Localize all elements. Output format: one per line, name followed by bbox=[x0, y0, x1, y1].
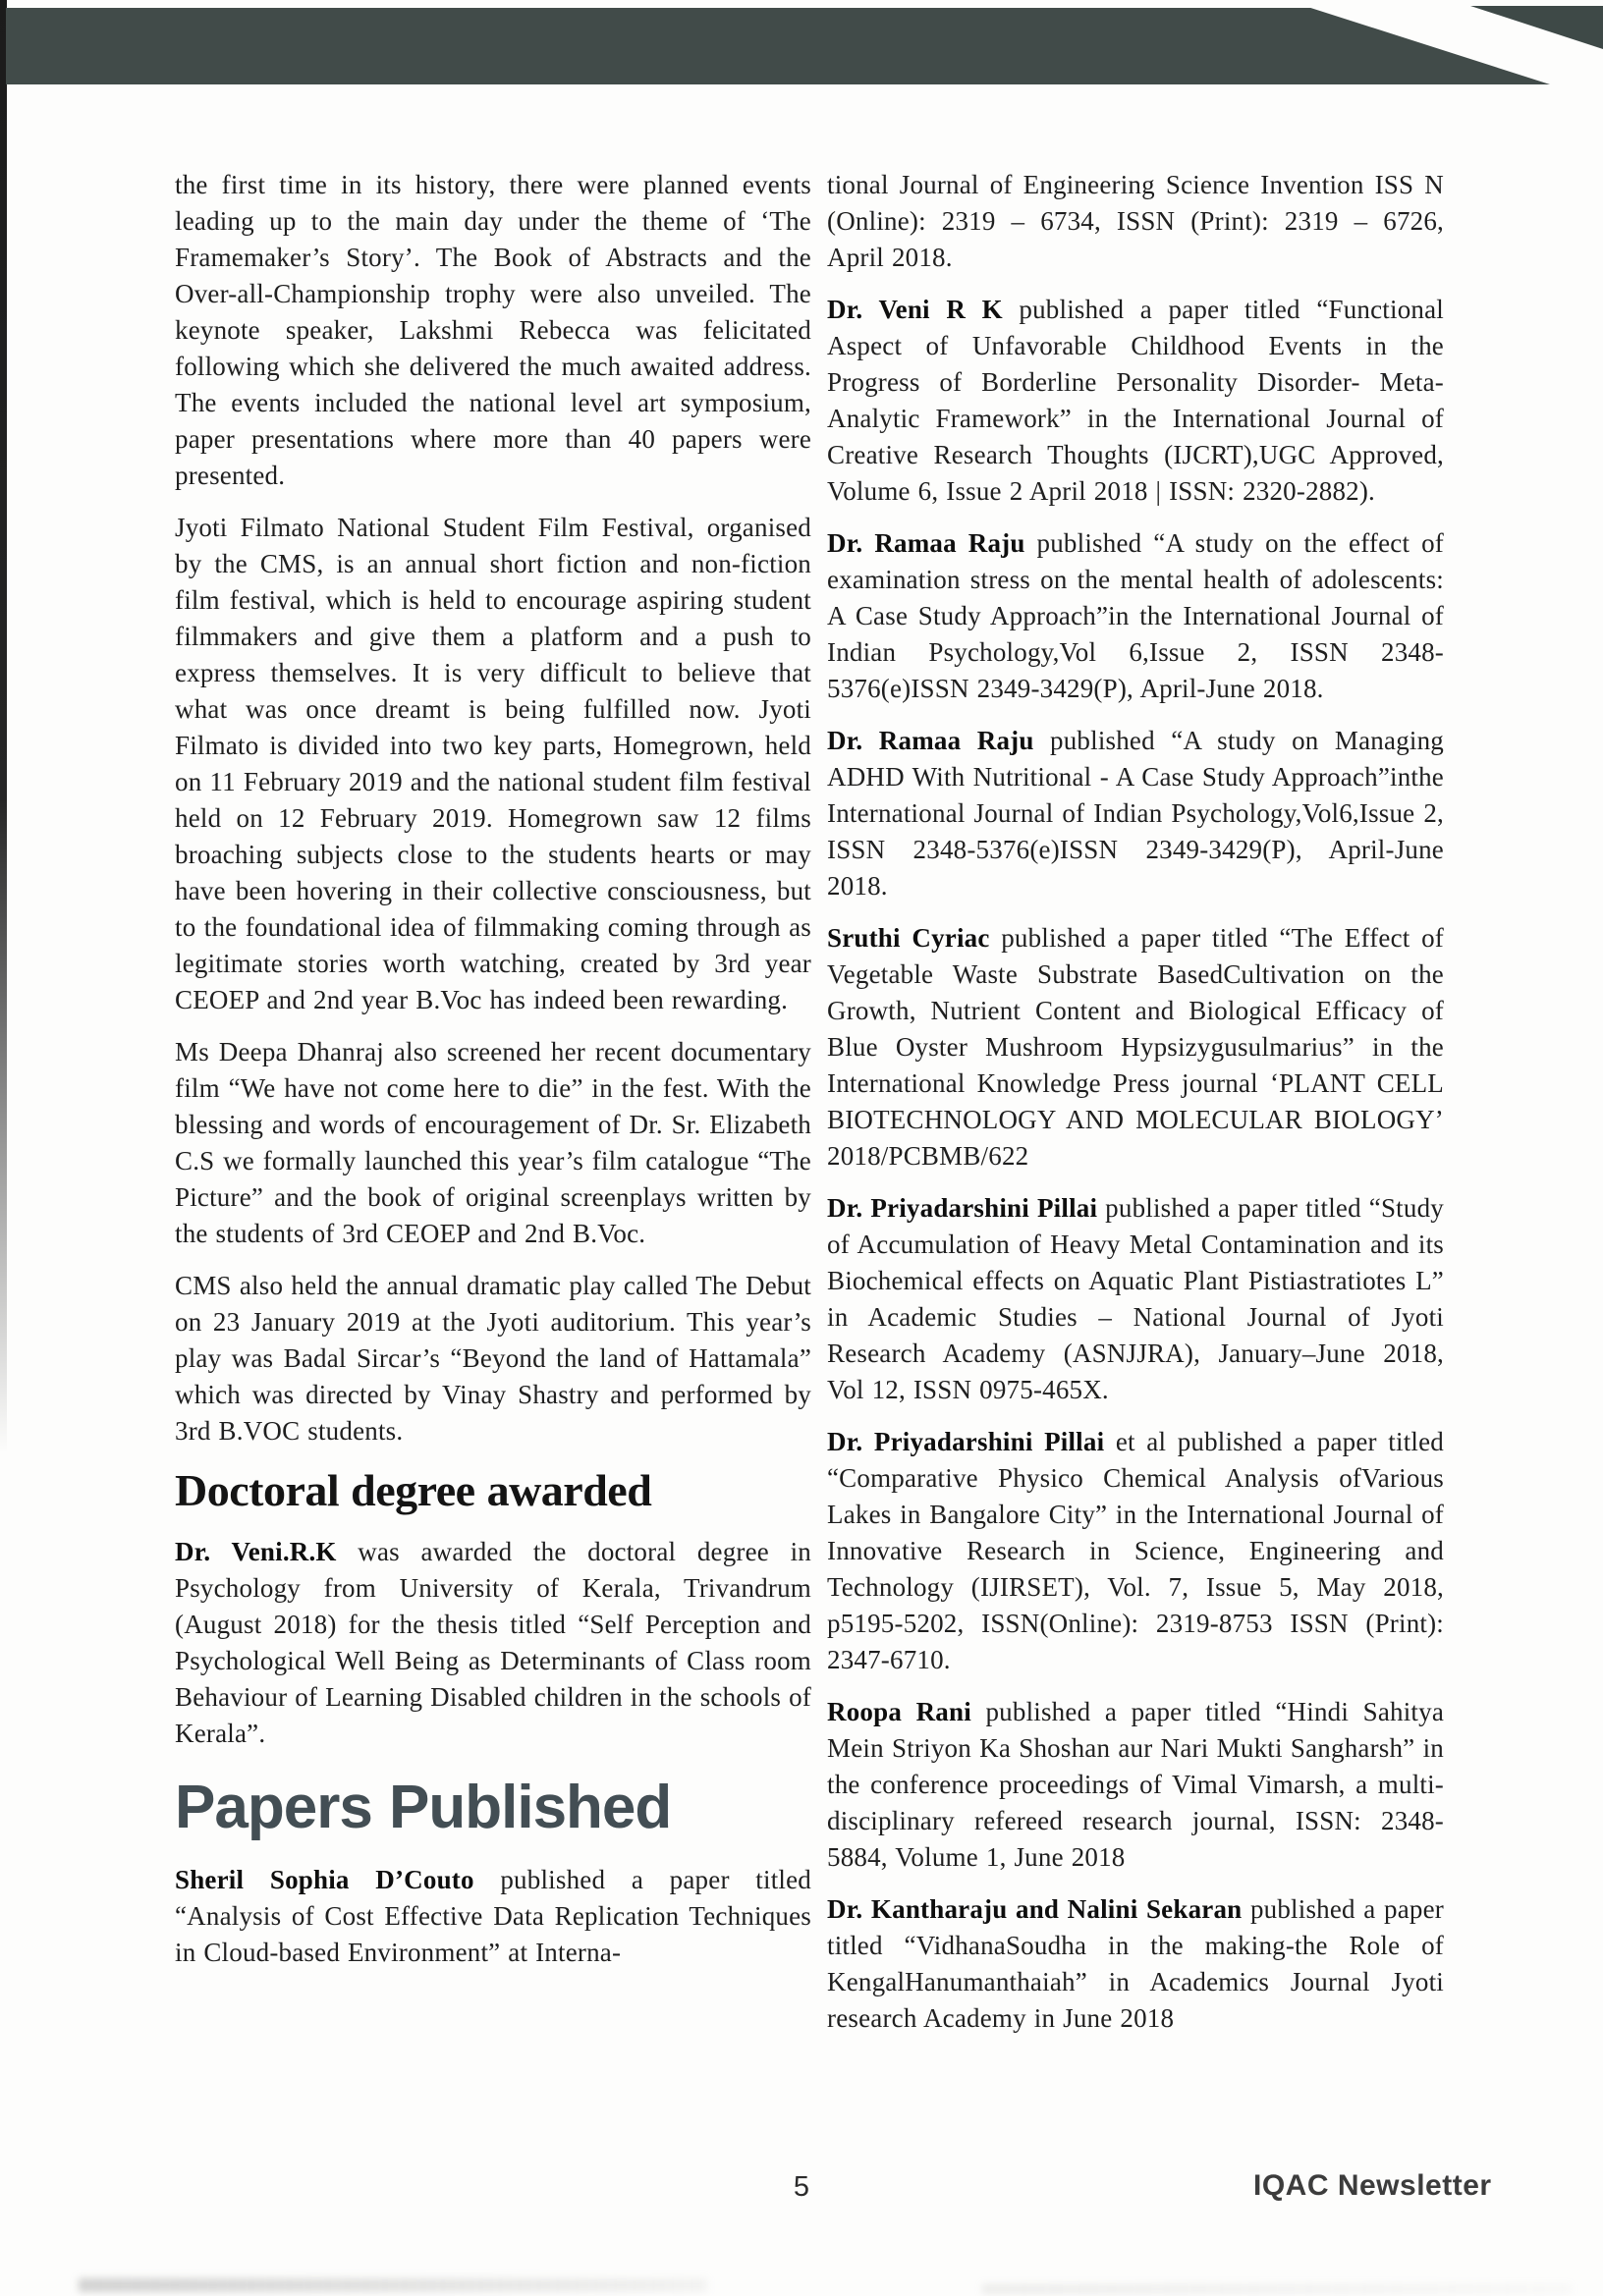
paragraph bbox=[827, 525, 1444, 707]
author-lead: Sruthi Cyriac bbox=[827, 923, 1002, 953]
paragraph-text: Ms Deepa Dhanraj also screened her recent documentary film “We have not come here to die” in the fest. With the blessing and words of encouragement of Dr. Sr. Elizabeth C.S we formally launched this year’s film catalogue “The Picture” and the book of original screenplays written by the students of 3rd CEOEP and 2nd B.Voc. bbox=[175, 1037, 811, 1248]
paragraph-text: published a paper titled “VidhanaSoudha in the making-the Role of KengalHanumanthaiah” in Academics Journal Jyoti research Academy in June 2018 bbox=[827, 1894, 1444, 2033]
paragraph-text: CMS also held the annual dramatic play called The Debut on 23 January 2019 at the Jyoti auditorium. This year’s play was Badal Sircar’s “Beyond the land of Hattamala” which was directed by Vinay Shastry and performed by 3rd B.VOC students. bbox=[175, 1271, 811, 1446]
author-lead: Dr. Ramaa Raju bbox=[827, 726, 1051, 755]
author-lead: Roopa Rani bbox=[827, 1697, 986, 1726]
paragraph bbox=[175, 510, 811, 1018]
paragraph-text: published a paper titled “Study of Accumulation of Heavy Metal Contamination and its Biochemical effects on Aquatic Plant Pistiastratiotes L” in Academic Studies – National Journal of Jyoti Research Academy (ASNJJRA), January–June 2018, Vol 12, ISSN 0975-465X. bbox=[827, 1193, 1444, 1404]
paragraph bbox=[175, 1268, 811, 1449]
paragraph bbox=[175, 167, 811, 494]
paragraph bbox=[827, 1694, 1444, 1876]
author-lead: Dr. Priyadarshini Pillai bbox=[827, 1193, 1106, 1223]
paragraph-text: the first time in its history, there were planned events leading up to the main day under the theme of ‘The Framemaker’s Story’. The Book of Abstracts and the Over-all-Championship trophy were also unveiled. The keynote speaker, Lakshmi Rebecca was felicitated following which she delivered the much awaited address. The events included the national level art symposium, paper presentations where more than 40 papers were presented. bbox=[175, 170, 811, 490]
author-lead: Dr. Veni.R.K bbox=[175, 1537, 359, 1566]
paragraph-text: published a paper titled “Hindi Sahitya Mein Striyon Ka Shoshan aur Nari Mukti Sangharsh” in the conference proceedings of Vimal Vimarsh, a multi-disciplinary refereed research journal, ISSN: 2348-5884, Volume 1, June 2018 bbox=[827, 1697, 1444, 1872]
paragraph bbox=[175, 1534, 811, 1752]
author-lead: Dr. Veni R K bbox=[827, 295, 1020, 324]
header-bar bbox=[6, 8, 1550, 84]
paragraph-text: Jyoti Filmato National Student Film Festival, organised by the CMS, is an annual short fiction and non-fiction film festival, which is held to encourage aspiring student filmmakers and give them a platform and a push to express themselves. It is very difficult to believe that what was once dreamt is being fulfilled now. Jyoti Filmato is divided into two key parts, Homegrown, held on 11 February 2019 and the national student film festival held on 12 February 2019. Homegrown saw 12 films broaching subjects close to the students hearts or may have been hovering in their collective consciousness, but to the foundational idea of filmmaking coming through as legitimate stories worth watching, created by 3rd year CEOEP and 2nd year B.Voc has indeed been rewarding. bbox=[175, 513, 811, 1014]
doctoral-degree-heading: Doctoral degree awarded bbox=[175, 1465, 652, 1515]
paragraph-text: was awarded the doctoral degree in Psychology from University of Kerala, Trivandrum (August 2018) for the thesis titled “Self Perception and Psychological Well Being as Determinants of Class room Behaviour of Learning Disabled children in the schools of Kerala”. bbox=[175, 1537, 812, 1748]
paragraph bbox=[827, 167, 1444, 276]
right-column bbox=[827, 167, 1444, 2052]
author-lead: Dr. Ramaa Raju bbox=[827, 528, 1037, 558]
paragraph-text: et al published a paper titled “Comparative Physico Chemical Analysis ofVarious Lakes in Bangalore City” in the International Journal of Innovative Research in Science, Engineering and Technology (IJIRSET), Vol. 7, Issue 5, May 2018, p5195-5202, ISSN(Online): 2319-8753 ISSN (Print): 2347-6710. bbox=[827, 1427, 1444, 1674]
paragraph bbox=[827, 920, 1444, 1175]
paragraph bbox=[827, 1891, 1444, 2037]
scan-edge-line bbox=[0, 0, 7, 1453]
left-column bbox=[175, 167, 811, 1987]
paragraph-text: published “A study on Managing ADHD With Nutritional - A Case Study Approach”inthe International Journal of Indian Psychology,Vol6,Issue 2, ISSN 2348-5376(e)ISSN 2349-3429(P), April-June 2018. bbox=[827, 726, 1444, 901]
author-lead: Dr. Priyadarshini Pillai bbox=[827, 1427, 1116, 1456]
paragraph-text: published a paper titled “The Effect of Vegetable Waste Substrate BasedCultivation on the Growth, Nutrient Content and Biological Efficacy of Blue Oyster Mushroom Hypsizygusulmarius” in the International Knowledge Press journal ‘PLANT CELL BIOTECHNOLOGY AND MOLECULAR BIOLOGY’ 2018/PCBMB/622 bbox=[827, 923, 1444, 1171]
page-number: 5 bbox=[793, 2171, 810, 2203]
scan-smudge bbox=[79, 2278, 707, 2292]
paragraph bbox=[175, 1034, 811, 1252]
paragraph-text: published a paper titled “Functional Aspect of Unfavorable Childhood Events in the Progress of Borderline Personality Disorder- Meta-Analytic Framework” in the International Journal of Creative Research Thoughts (IJCRT),UGC Approved, Volume 6, Issue 2 April 2018 | ISSN: 2320-2882). bbox=[827, 295, 1444, 506]
paragraph bbox=[827, 1424, 1444, 1678]
paragraph bbox=[827, 723, 1444, 904]
newsletter-title: IQAC Newsletter bbox=[1253, 2169, 1492, 2202]
header-corner-triangle bbox=[1470, 6, 1603, 49]
paragraph bbox=[827, 292, 1444, 510]
paragraph-text: published “A study on the effect of examination stress on the mental health of adolescents: A Case Study Approach”in the International Journal of Indian Psychology,Vol 6,Issue 2, ISSN 2348-5376(e)ISSN 2349-3429(P), April-June 2018. bbox=[827, 528, 1445, 703]
author-lead: Dr. Kantharaju and Nalini Sekaran bbox=[827, 1894, 1250, 1924]
paragraph bbox=[175, 1862, 811, 1971]
paragraph bbox=[827, 1190, 1444, 1408]
author-lead: Sheril Sophia D’Couto bbox=[175, 1865, 501, 1894]
scan-smudge bbox=[982, 2284, 1572, 2294]
paragraph-text: tional Journal of Engineering Science Invention ISS N (Online): 2319 – 6734, ISSN (Print): 2319 – 6726, April 2018. bbox=[827, 170, 1444, 272]
papers-published-heading: Papers Published bbox=[175, 1774, 672, 1841]
paragraph-text: published a paper titled “Analysis of Cost Effective Data Replication Techniques in Cloud-based Environment” at Interna- bbox=[175, 1865, 811, 1967]
